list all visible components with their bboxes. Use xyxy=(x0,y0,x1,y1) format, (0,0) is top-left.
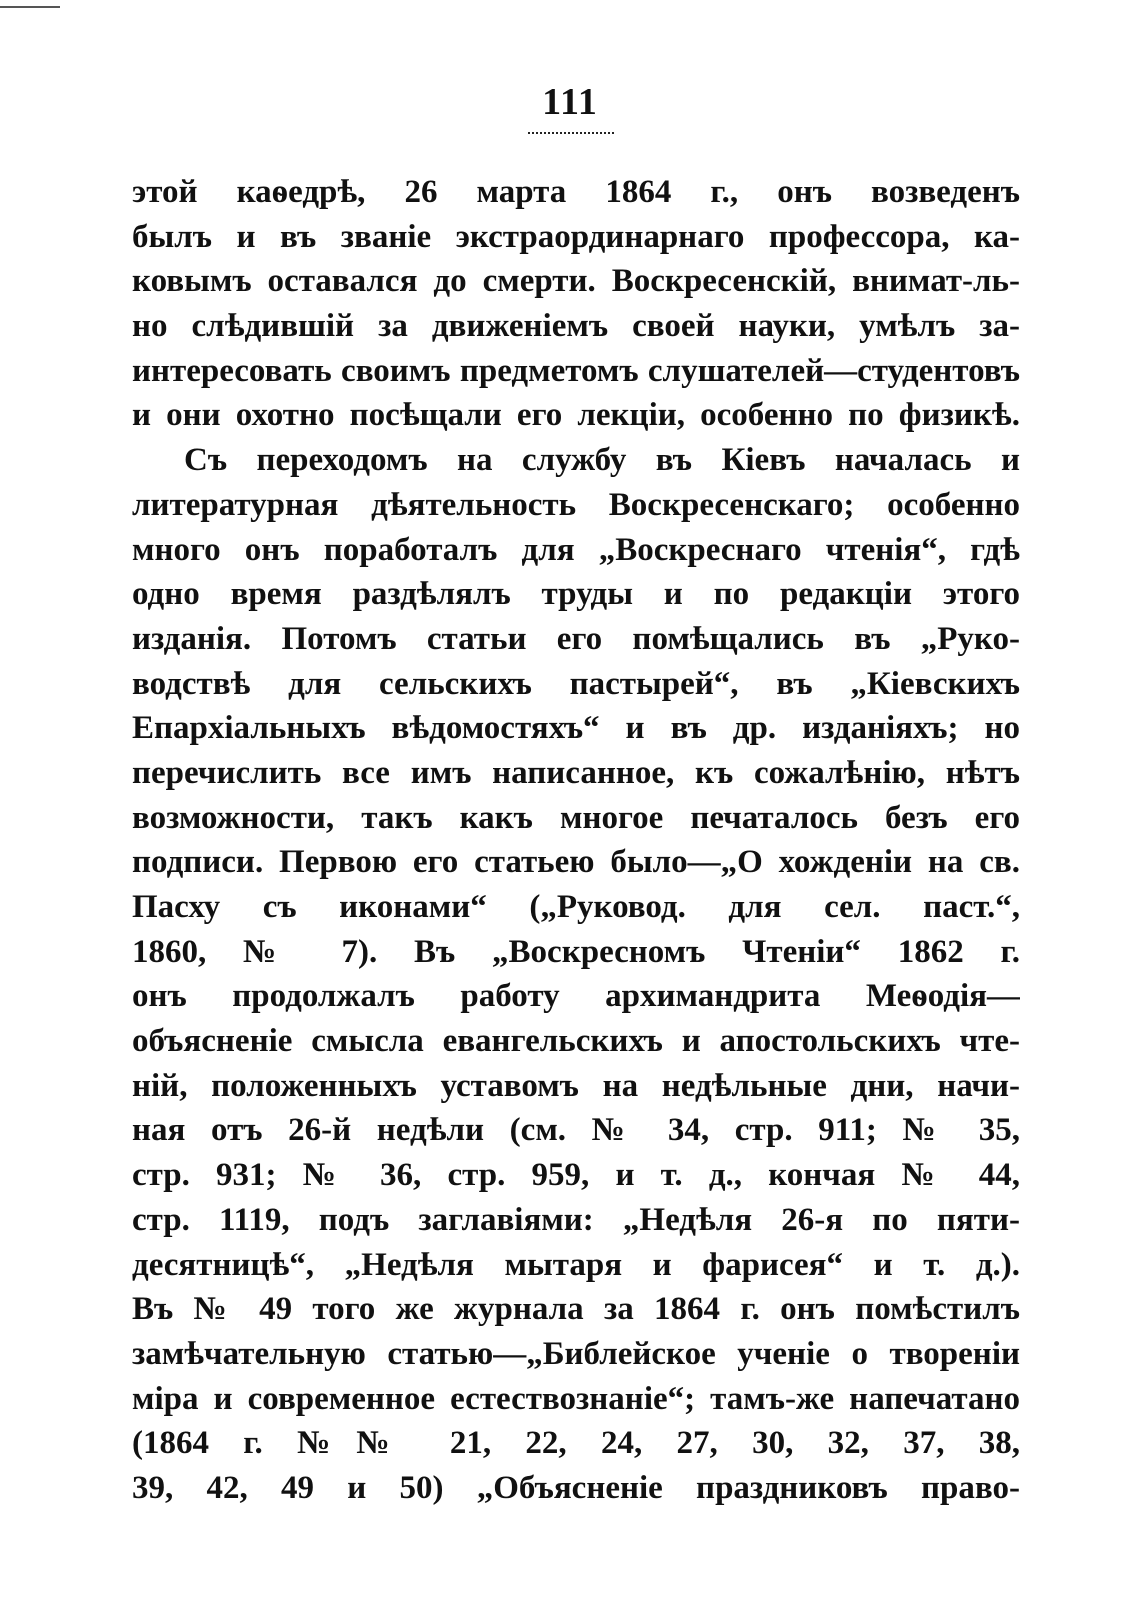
text-line: возможности, такъ какъ многое печаталось безъ его xyxy=(132,799,1020,836)
scan-corner-mark xyxy=(0,0,60,8)
text-line: Епархіальныхъ вѣдомостяхъ“ и въ др. изданіяхъ; но xyxy=(132,710,1020,747)
text-line: интересовать своимъ предметомъ слушателей—студентовъ xyxy=(132,352,1020,389)
text-line: Съ переходомъ на службу въ Кіевъ началась и xyxy=(184,442,1020,479)
text-line: ній, положенныхъ уставомъ на недѣльные дни, начи- xyxy=(132,1067,1020,1104)
text-line: онъ продолжалъ работу архимандрита Меѳодія— xyxy=(132,978,1020,1015)
text-line: много онъ поработалъ для „Воскреснаго чтенія“, гдѣ xyxy=(132,531,1020,568)
text-line: одно время раздѣлялъ труды и по редакціи этого xyxy=(132,576,1020,613)
text-line: водствѣ для сельскихъ пастырей“, въ „Кіевскихъ xyxy=(132,665,1020,702)
text-line: перечислить все имъ написанное, къ сожалѣнію, нѣтъ xyxy=(132,754,1020,791)
text-line: міра и современное естествознаніе“; тамъ-же напечатано xyxy=(132,1380,1020,1417)
body-text xyxy=(132,170,1020,1511)
text-line: Въ № 49 того же журнала за 1864 г. онъ помѣстилъ xyxy=(132,1291,1020,1328)
text-line: этой каѳедрѣ, 26 марта 1864 г., онъ возведенъ xyxy=(132,174,1020,210)
text-line: десятницѣ“, „Недѣля мытаря и фарисея“ и т. д.). xyxy=(132,1246,1020,1283)
text-line: былъ и въ званіе экстраординарнаго профессора, ка- xyxy=(132,218,1020,255)
text-line: Пасху съ иконами“ („Руковод. для сел. паст.“, xyxy=(132,889,1020,925)
text-line: замѣчательную статью—„Библейское ученіе о твореніи xyxy=(132,1335,1020,1372)
text-line: изданія. Потомъ статьи его помѣщались въ „Руко- xyxy=(132,620,1020,657)
text-line: ковымъ оставался до смерти. Воскресенскій, внимат-ль- xyxy=(132,263,1020,300)
text-line: ная отъ 26-й недѣли (см. № 34, стр. 911; № 35, xyxy=(132,1112,1020,1149)
text-line: 1860, № 7). Въ „Воскресномъ Чтеніи“ 1862 г. xyxy=(132,933,1020,970)
text-line: стр. 1119, подъ заглавіями: „Недѣля 26-я по пяти- xyxy=(132,1201,1020,1238)
text-line: но слѣдившій за движеніемъ своей науки, умѣлъ за- xyxy=(132,308,1020,345)
text-line: литературная дѣятельность Воскресенскаго; особенно xyxy=(132,486,1020,523)
text-line: (1864 г. №№ 21, 22, 24, 27, 30, 32, 37, 38, xyxy=(132,1425,1020,1462)
text-line: и они охотно посѣщали его лекціи, особенно по физикѣ. xyxy=(132,397,1020,434)
text-line: объясненіе смысла евангельскихъ и апостольскихъ чте- xyxy=(132,1023,1020,1060)
text-line: 39, 42, 49 и 50) „Объясненіе праздниковъ право- xyxy=(132,1469,1020,1506)
text-line: подписи. Первою его статьею было—„О хожденіи на св. xyxy=(132,844,1020,881)
page-number-rule xyxy=(528,132,614,134)
text-line: стр. 931; № 36, стр. 959, и т. д., кончая № 44, xyxy=(132,1157,1020,1194)
page-number: 111 xyxy=(542,81,598,123)
